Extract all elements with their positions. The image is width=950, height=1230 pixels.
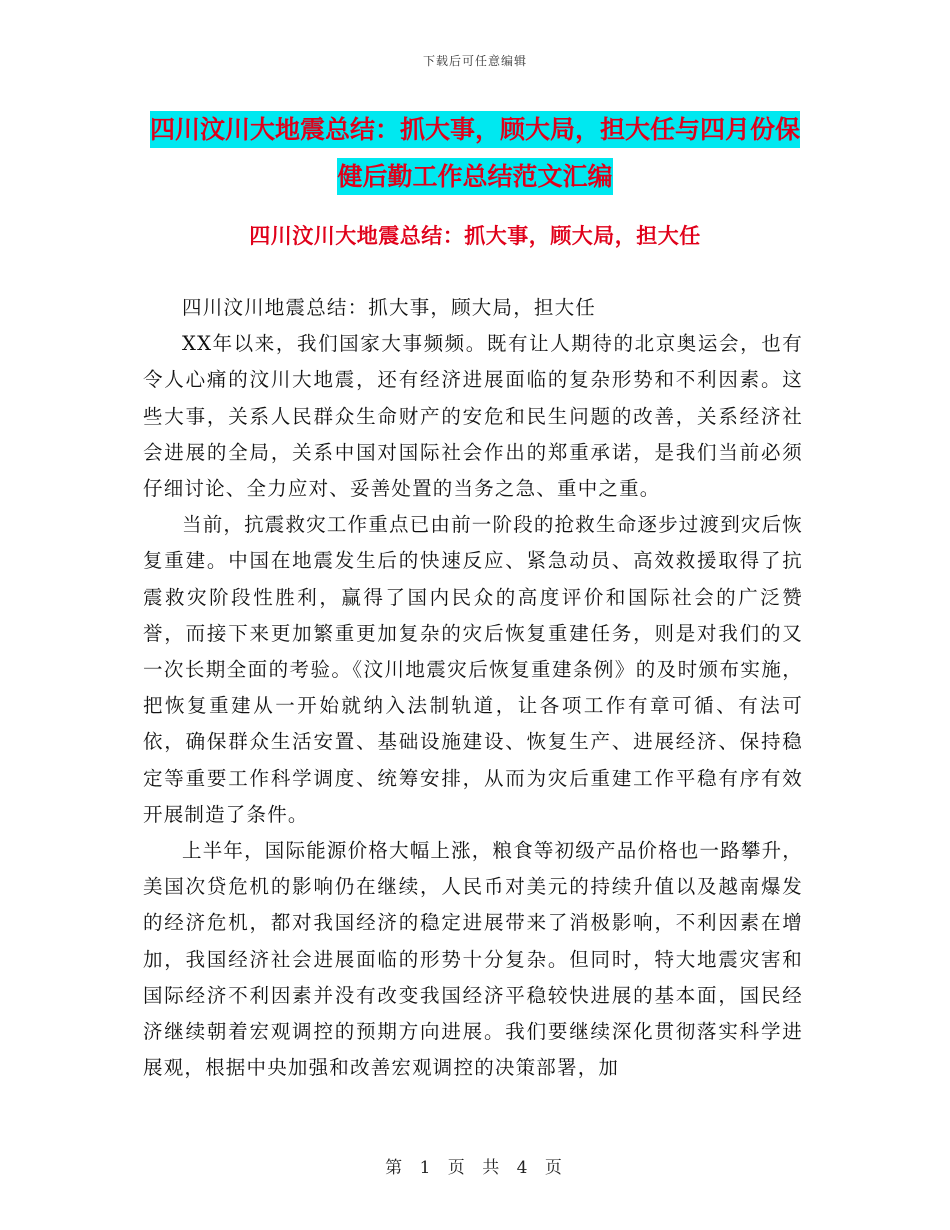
paragraph: 四川汶川地震总结：抓大事，顾大局，担大任: [182, 296, 597, 319]
section-title: 四川汶川大地震总结：抓大事，顾大局，担大任: [249, 224, 701, 248]
paragraph: 当前，抗震救灾工作重点已由前一阶段的抢救生命逐步过渡到灾后恢复重建。中国在地震发生后的快速反应、紧急动员、高效救援取得了抗震救灾阶段性胜利，赢得了国内民众的高度评价和国际社会的广泛赞誉，而接下来更加繁重更加复杂的灾后恢复重建任务，则是对我们的又一次长期全面的考验。《汶川地震灾后恢复重建条例》的及时颁布实施，把恢复重建从一开始就纳入法制轨道，让各项工作有章可循、有法可依，确保群众生活安置、基础设施建设、恢复生产、进展经济、保持稳定等重要工作科学调度、统筹安排，从而为灾后重建工作平稳有序有效开展制造了条件。: [143, 513, 804, 826]
paragraph: XX年以来，我们国家大事频频。既有让人期待的北京奥运会，也有令人心痛的汶川大地震，还有经济进展面临的复杂形势和不利因素。这些大事，关系人民群众生命财产的安危和民生问题的改善，关系经济社会进展的全局，关系中国对国际社会作出的郑重承诺，是我们当前必须仔细讨论、全力应对、妥善处置的当务之急、重中之重。: [143, 332, 803, 501]
document-title-text: 四川汶川大地震总结：抓大事，顾大局，担大任与四月份保健后勤工作总结范文汇编: [150, 111, 800, 195]
document-title: [150, 106, 800, 200]
page-number-footer: 第 1 页 共 4 页: [385, 1158, 565, 1178]
header-note: 下载后可任意编辑: [422, 54, 527, 68]
document-body: [143, 290, 803, 1086]
paragraph: 上半年，国际能源价格大幅上涨，粮食等初级产品价格也一路攀升，美国次贷危机的影响仍在继续，人民币对美元的持续升值以及越南爆发的经济危机，都对我国经济的稳定进展带来了消极影响，不利因素在增加，我国经济社会进展面临的形势十分复杂。但同时，特大地震灾害和国际经济不利因素并没有改变我国经济平稳较快进展的基本面，国民经济继续朝着宏观调控的预期方向进展。我们要继续深化贯彻落实科学进展观，根据中央加强和改善宏观调控的决策部署，加: [143, 839, 804, 1080]
